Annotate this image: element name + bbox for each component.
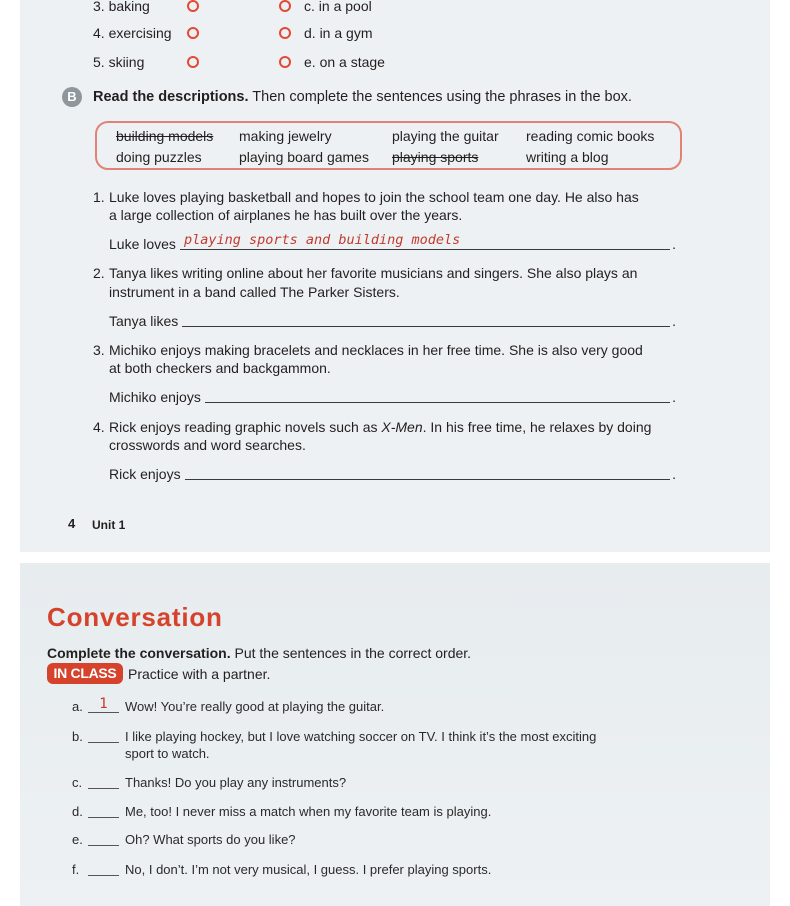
matching-item-right: c. in a pool (304, 0, 372, 14)
in-class-badge: IN CLASS (47, 663, 123, 684)
matching-item-right: d. in a gym (304, 25, 373, 41)
answer-prompt: Rick enjoys (109, 466, 181, 482)
answer-row (109, 465, 676, 483)
answer-period: . (672, 466, 676, 482)
answer-blank[interactable] (180, 232, 670, 250)
item-description (93, 341, 643, 359)
exercise-instruction (93, 88, 632, 106)
line-letter: a. (72, 699, 83, 714)
exercise-badge: B (62, 87, 82, 107)
line-letter: e. (72, 832, 83, 847)
unit-label: Unit 1 (92, 518, 126, 532)
answer-prompt: Luke loves (109, 236, 176, 252)
answer-blank[interactable] (205, 388, 670, 403)
phrase: making jewelry (239, 128, 332, 144)
page-number: 4 (68, 516, 76, 531)
line-letter: c. (72, 775, 83, 790)
item-number: 3. (93, 342, 105, 358)
line-letter: d. (72, 804, 83, 819)
conversation-line: No, I don’t. I’m not very musical, I guess. I prefer playing sports. (125, 862, 492, 877)
item-description (93, 264, 637, 282)
answer-blank[interactable] (185, 465, 671, 480)
answer-blank[interactable] (182, 312, 670, 327)
conversation-line: I like playing hockey, but I love watching soccer on TV. I think it’s the most exciting (125, 729, 597, 744)
phrase: playing board games (239, 149, 369, 165)
section-title: Conversation (47, 602, 223, 632)
answer-row (109, 312, 676, 330)
matching-item-left: 3. baking (93, 0, 150, 14)
item-description (93, 188, 639, 206)
matching-item-right: e. on a stage (304, 54, 385, 70)
item-text: instrument in a band called The Parker Sisters. (109, 284, 400, 300)
answer-circle[interactable] (187, 56, 199, 68)
instruction-bold: Complete the conversation. (47, 645, 231, 661)
order-blank[interactable] (88, 728, 119, 743)
item-text: at both checkers and backgammon. (109, 360, 331, 376)
item-description (93, 418, 651, 436)
item-number: 1. (93, 189, 105, 205)
conversation-line: Oh? What sports do you like? (125, 832, 296, 847)
item-text: Tanya likes writing online about her favorite musicians and singers. She also plays an (109, 265, 638, 281)
order-blank[interactable] (88, 803, 119, 818)
handwritten-answer: 1 (99, 696, 108, 712)
phrase: playing the guitar (392, 128, 499, 144)
answer-row (109, 232, 676, 253)
phrase: reading comic books (526, 128, 655, 144)
item-text: Rick enjoys reading graphic novels such as (109, 419, 378, 435)
handwritten-answer: playing sports and building models (183, 232, 461, 248)
item-text: a large collection of airplanes he has built over the years. (109, 207, 463, 223)
phrase: writing a blog (526, 149, 609, 165)
conversation-instruction (47, 644, 471, 662)
instruction-bold: Read the descriptions. (93, 89, 249, 105)
item-text: Luke loves playing basketball and hopes to join the school team one day. He also has (109, 189, 639, 205)
item-number: 4. (93, 419, 105, 435)
item-text-title: X-Men (381, 419, 423, 435)
phrase-box (95, 121, 682, 170)
item-text: crosswords and word searches. (109, 437, 306, 453)
conversation-line: Thanks! Do you play any instruments? (125, 775, 347, 790)
conversation-line: Me, too! I never miss a match when my favorite team is playing. (125, 804, 492, 819)
item-text: . In his free time, he relaxes by doing (422, 419, 652, 435)
answer-circle[interactable] (279, 56, 291, 68)
conversation-line: Wow! You’re really good at playing the guitar. (125, 699, 385, 714)
answer-prompt: Michiko enjoys (109, 389, 201, 405)
badge-instruction: Practice with a partner. (128, 666, 271, 682)
order-blank[interactable] (88, 774, 119, 789)
order-blank[interactable] (88, 831, 119, 846)
item-number: 2. (93, 265, 105, 281)
matching-item-left: 5. skiing (93, 54, 145, 70)
phrase: building models (116, 128, 214, 144)
answer-circle[interactable] (279, 27, 291, 39)
phrase: doing puzzles (116, 149, 202, 165)
instruction-text: Put the sentences in the correct order. (234, 645, 472, 661)
order-blank[interactable] (88, 698, 119, 713)
answer-period: . (672, 313, 676, 329)
line-letter: b. (72, 729, 83, 744)
instruction-text: Then complete the sentences using the phrases in the box. (252, 89, 632, 105)
matching-item-left: 4. exercising (93, 25, 172, 41)
answer-prompt: Tanya likes (109, 313, 179, 329)
answer-row (109, 388, 676, 406)
item-text: Michiko enjoys making bracelets and necklaces in her free time. She is also very good (109, 342, 643, 358)
answer-period: . (672, 236, 676, 252)
answer-circle[interactable] (187, 27, 199, 39)
answer-period: . (672, 389, 676, 405)
conversation-line: sport to watch. (125, 746, 210, 761)
phrase: playing sports (392, 149, 479, 165)
answer-circle[interactable] (279, 0, 291, 12)
answer-circle[interactable] (187, 0, 199, 12)
line-letter: f. (72, 862, 80, 877)
order-blank[interactable] (88, 861, 119, 876)
